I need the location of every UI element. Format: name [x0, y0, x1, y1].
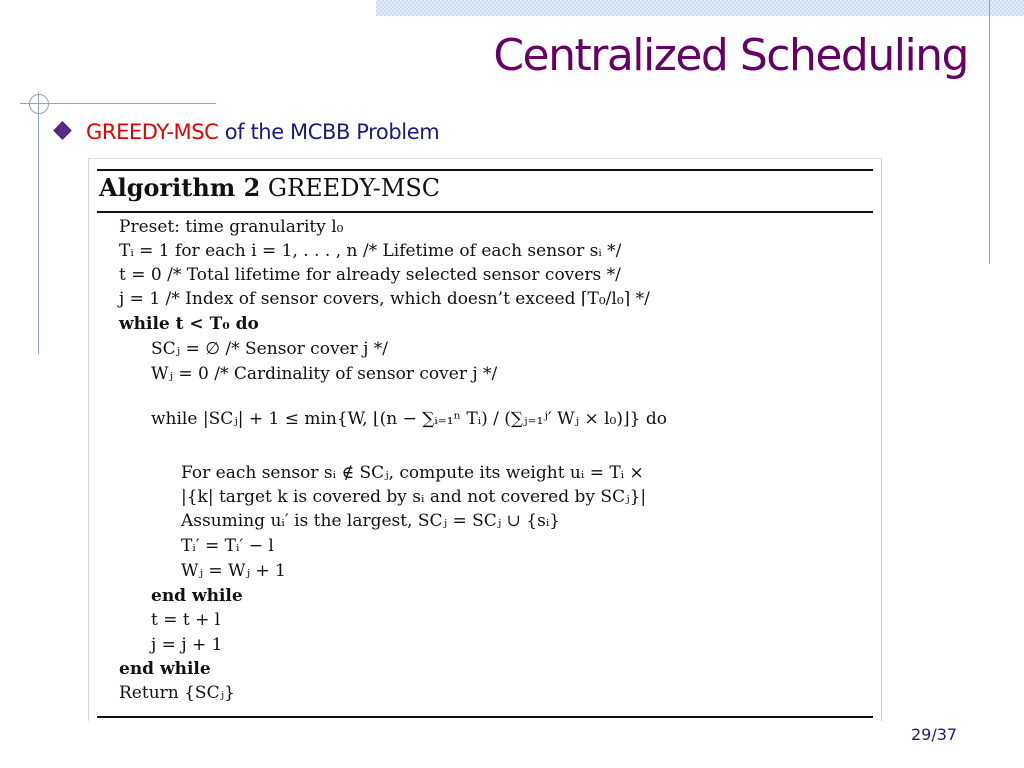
- algorithm-figure: [88, 158, 882, 721]
- algo-line-return: Return {SCⱼ}: [119, 683, 235, 703]
- algo-line-cardinality-init: Wⱼ = 0 /* Cardinality of sensor cover j */: [151, 364, 498, 384]
- bullet-item: [56, 120, 439, 144]
- right-decorative-line: [989, 0, 990, 264]
- algorithm-bottom-rule: [97, 716, 873, 718]
- algo-line-select-largest: Assuming uᵢ′ is the largest, SCⱼ = SCⱼ ∪ {sᵢ}: [181, 511, 561, 531]
- top-decorative-band: [376, 0, 1024, 16]
- decorative-circle: [29, 94, 49, 114]
- algo-line-update-j: j = j + 1: [151, 635, 223, 655]
- algo-line-outer-while: while t < T₀ do: [119, 314, 259, 334]
- left-decorative-crossbar: [20, 103, 216, 104]
- algo-line-preset: Preset: time granularity l₀: [119, 217, 344, 237]
- diamond-bullet-icon: [53, 121, 71, 139]
- algo-line-end-inner-while: end while: [151, 586, 243, 606]
- algorithm-caption: [99, 173, 440, 202]
- left-decorative-line: [38, 92, 39, 354]
- bullet-text: of the MCBB Problem: [218, 120, 440, 144]
- algorithm-label: Algorithm 2: [99, 173, 261, 202]
- slide-title: Centralized Scheduling: [493, 30, 968, 81]
- algorithm-top-rule: [97, 169, 873, 171]
- algo-line-update-cardinality: Wⱼ = Wⱼ + 1: [181, 561, 286, 581]
- page-number: 29/37: [911, 725, 958, 744]
- bullet-highlight-text: GREEDY-MSC: [86, 120, 219, 144]
- algo-line-update-lifetime: Tᵢ′ = Tᵢ′ − l: [181, 536, 274, 556]
- algo-line-inner-while: while |SCⱼ| + 1 ≤ min{W, ⌊(n − ∑ᵢ₌₁ⁿ Tᵢ) / (∑ⱼ₌₁ʲ′ Wⱼ × l₀)⌋} do: [151, 409, 667, 429]
- algo-line-update-t: t = t + l: [151, 610, 221, 630]
- algorithm-header-rule: [97, 211, 873, 213]
- algorithm-name: GREEDY-MSC: [267, 174, 441, 202]
- algo-line-end-outer-while: end while: [119, 659, 211, 679]
- algo-line-compute-weight: For each sensor sᵢ ∉ SCⱼ, compute its weight uᵢ = Tᵢ ×: [181, 463, 644, 483]
- algo-line-cover-init: SCⱼ = ∅ /* Sensor cover j */: [151, 339, 389, 359]
- algo-line-weight-cont: |{k| target k is covered by sᵢ and not covered by SCⱼ}|: [181, 487, 647, 507]
- algo-line-cover-index: j = 1 /* Index of sensor covers, which doesn’t exceed ⌈T₀/l₀⌉ */: [119, 289, 650, 309]
- algo-line-lifetime-init: Tᵢ = 1 for each i = 1, . . . , n /* Lifetime of each sensor sᵢ */: [119, 241, 622, 261]
- algo-line-total-lifetime: t = 0 /* Total lifetime for already selected sensor covers */: [119, 265, 621, 285]
